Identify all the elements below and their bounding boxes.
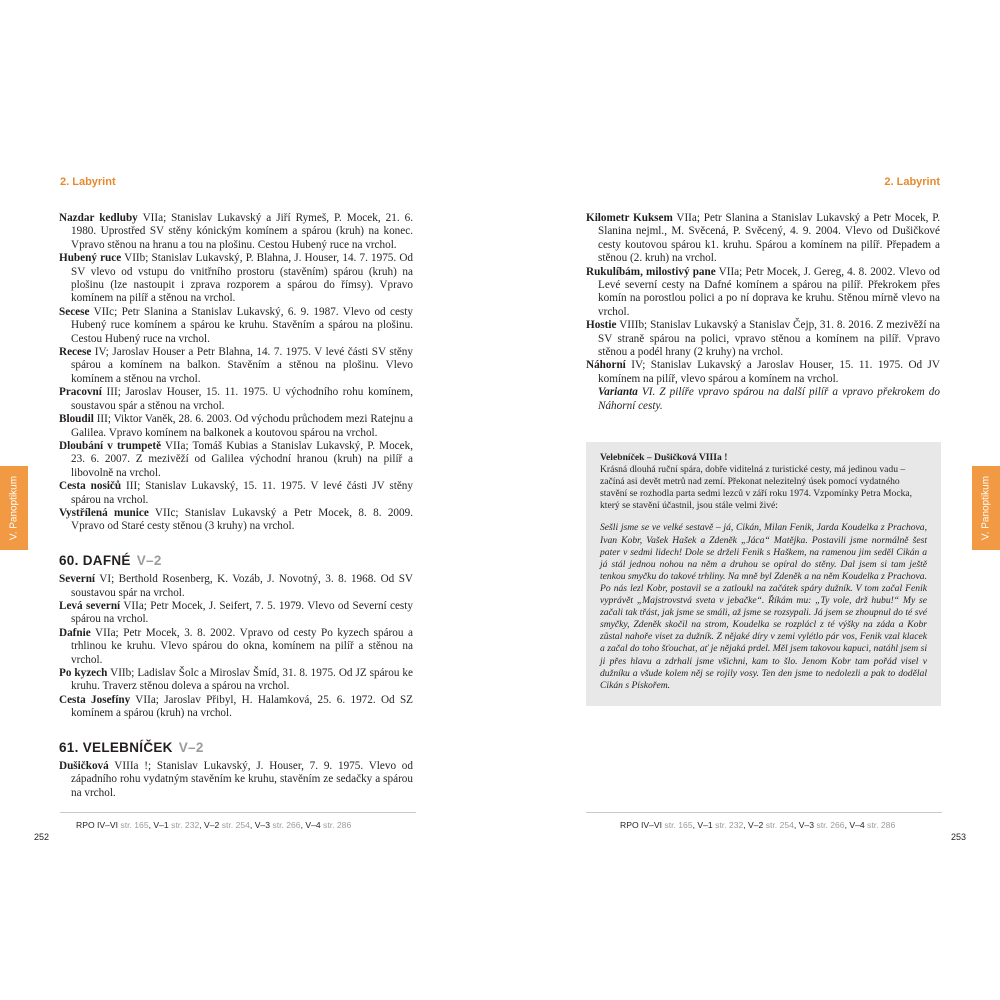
route-text: IV; Jaroslav Houser a Petr Blahna, 14. 7. 1975. V levé části SV stěny spárou a komínem na balkon. Stavěním a stěnou na plošinu. Vlevo komínem a stěnou na vrchol. (71, 346, 413, 385)
page-number: 253 (950, 832, 966, 842)
route-text: VIIIa !; Stanislav Lukavský, J. Houser, 7. 9. 1975. Vlevo od západního rohu vydatným stavěním ke kruhu, stavěním ze sedačky a spárou na vrchol. (71, 760, 413, 799)
chapter-heading: 2. Labyrint (60, 176, 116, 188)
ref-page: str. 266 (272, 820, 301, 830)
route-text: VIIa; Petr Mocek, 3. 8. 2002. Vpravo od cesty Po kyzech spárou a trhlinou ke kruhu. Vlevo spárou do okna, komínem na pilíř a stěnou na vrchol. (71, 626, 413, 666)
ref-page: str. 165 (120, 820, 149, 830)
section-heading-dafne (59, 554, 413, 567)
footer-divider (586, 812, 942, 813)
route-name: Bloudil (59, 413, 94, 426)
ref-page: str. 286 (867, 820, 896, 830)
route-text: VI; Berthold Rosenberg, K. Vozáb, J. Novotný, 3. 8. 1968. Od SV soustavou spár na vrchol. (71, 573, 413, 599)
route-name: Dušičková (59, 760, 109, 773)
section-heading-velebnicek (59, 741, 413, 754)
ref-label: RPO IV–VI (76, 820, 119, 830)
route-text: IV; Stanislav Lukavský a Jaroslav Houser, 15. 11. 1975. Od JV komínem na pilíř, vlevo spárou a komínem na vrchol. (598, 359, 940, 385)
route-name: Secese (59, 305, 90, 318)
route-name: Nazdar kedluby (59, 212, 138, 224)
route-text: III; Viktor Vaněk, 28. 6. 2003. Od východu průchodem mezi Ratejnu a Galilea. Vpravo komínem na balkonek a koutovou spárou na vrchol. (71, 413, 413, 439)
route-name: Hostie (586, 319, 617, 332)
route-text: VIIa; Petr Mocek, J. Gereg, 4. 8. 2002. Vlevo od Levé severní cesty na Dafné komínem a spárou na pilíř. Překrokem přes komín na porostlou polici a po ní doprava ke kruhu. Stěnou mírně vlevo na vrchol. (598, 265, 941, 318)
route-entry (59, 440, 413, 480)
route-text: III; Stanislav Lukavský, 15. 11. 1975. V levé části JV stěny spárou na vrchol. (71, 480, 413, 506)
story-infobox (586, 442, 941, 706)
route-text: VIIa; Stanislav Lukavský a Jiří Rymeš, P. Mocek, 21. 6. 1980. Uprostřed SV stěny kónickým komínem a spárou (kruh) na konec. Vpravo stěnou na hranu a tou na plošinu. Cestou Hubený ruce na vrchol. (71, 212, 413, 251)
route-entry (586, 319, 940, 359)
route-text: VIIa; Petr Mocek, J. Seifert, 7. 5. 1979. Vlevo od Severní cesty spárou na vrchol. (71, 599, 413, 626)
route-entry (59, 212, 413, 252)
route-name: Po kyzech (59, 667, 108, 679)
route-name: Cesta nosičů (59, 480, 122, 493)
route-entry (586, 359, 940, 386)
infobox-story: Sešli jsme se ve velké sestavě – já, Cikán, Milan Fenik, Jarda Koudelka z Prachova, Ivan Kobr, Vašek Hašek a Zdeněk „Jáca“ Matějka. Postavili jsme normálně šest pater v sedmi lidech! Dole se drželi Fenik s Haškem, na ramenou jim seděl Cikán a já stál jednou nohou na něm a druhou se opíral do stěny. Dal jsem si tam ještě tenkou smyčku do takové trhliny. Na mně byl Zdeněk a na něm Koudelka z Prachova. Po nás lezl Kobr, postavil se a zatloukl na začátek spáry dužník. V tom začal Fenik vyprávět „Majstrovstvá sveta v jebačke“. Říkám mu: „Ty vole, drž hubu!“ My se začali tak třást, jak jsme se smáli, až jsme se rozsypali. Já jsem se zhoupnul do té své smyčky, Zdeněk skočil na strom, Koudelka se rozplácl z té výšky na záda a Kobr zůstal nahoře viset za dužník. Z nějaké díry v zemi vylétlo pár vos, Fenik vzal klacek a začal do toho šťouchat, ať je nějaká prdel. Měl jsem takovou kapuci, natáhl jsem si ji přes hlavu a zdrhali jsme všichni, kam to šlo. Jenom Kobr tam pořád visel v dužníku a všude kolem něj se rojily vosy. Ten den jsme to nedolezli a pak to dodělal Cikán s Pískořem. (600, 522, 927, 691)
footer-references: RPO IV–VI str. 165, V–1 str. 232, V–2 str. 254, V–3 str. 266, V–4 str. 286 (76, 820, 352, 830)
ref-label: V–1 (697, 820, 713, 830)
route-entry (59, 480, 413, 507)
route-entry (59, 252, 413, 306)
route-name: Severní (59, 573, 96, 586)
ref-page: str. 266 (816, 820, 845, 830)
route-text: VIIa; Jaroslav Přibyl, H. Halamková, 25. 6. 1972. Od SZ komínem a spárou (kruh) na vrchol. (71, 693, 413, 720)
route-entry (59, 600, 413, 627)
ref-page: str. 232 (171, 820, 200, 830)
route-name: Pracovní (59, 386, 102, 399)
ref-page: str. 165 (664, 820, 693, 830)
route-entry (59, 627, 413, 667)
infobox-intro: Krásná dlouhá ruční spára, dobře viditelná z turistické cesty, má jedinou vadu – začíná asi devět metrů nad zemí. Překonat nelezitelný úsek pomocí vydatného stavění se rozhodla parta sedmi lezců v září roku 1974. Vzpomínky Petra Mocka, který se stavění účastnil, jsou stále velmi živé: (600, 464, 913, 512)
route-name: Levá severní (59, 599, 121, 612)
route-name: Dafnie (59, 626, 91, 639)
route-text: VIIa; Petr Slanina a Stanislav Lukavský a Petr Mocek, P. Slanina nejml., M. Svěcená, P. Svěcený, 4. 9. 2004. Vlevo od Dušičkové cesty koutovou spárou k1. kruhu. Spárou a komínem na pilíř. Přepadem a stěnou (2. kruh) na vrchol. (598, 212, 940, 265)
variant-text: VI. Z pilíře vpravo spárou na další pilíř a vpravo překrokem do Náhorní cesty. (598, 386, 940, 412)
chapter-heading: 2. Labyrint (884, 176, 940, 188)
route-text: VIIc; Stanislav Lukavský a Petr Mocek, 8. 8. 2009. Vpravo od Staré cesty stěnou (3 kruhy) na vrchol. (71, 506, 413, 533)
route-text: VIIb; Stanislav Lukavský, P. Blahna, J. Houser, 14. 7. 1975. Od SV vlevo od vstupu do vnitřního prostoru (stavěním) spárou (kruh) na plošinu (lze nastoupit i zprava rozporem a spárou do římsy). Vpravo komínem na pilíř a stěnou na vrchol. (71, 252, 413, 305)
route-entry (59, 667, 413, 694)
side-tab (0, 466, 28, 550)
route-entry (59, 413, 413, 440)
route-name: Kilometr Kuksem (586, 212, 673, 224)
section-grade: V–2 (136, 552, 162, 568)
route-list (586, 212, 940, 413)
side-tab (972, 466, 1000, 550)
side-tab-label: V. Panoptikum (8, 475, 20, 541)
route-entry (59, 507, 413, 534)
ref-label: V–3 (798, 820, 814, 830)
route-entry (59, 573, 413, 600)
footer-divider (60, 812, 416, 813)
right-page (500, 0, 1000, 1000)
route-entry (59, 346, 413, 386)
route-text: VIIb; Ladislav Šolc a Miroslav Šmíd, 31. 8. 1975. Od JZ spárou ke kruhu. Traverz stěnou doleva a spárou na vrchol. (71, 667, 413, 693)
ref-page: str. 286 (323, 820, 352, 830)
ref-label: V–2 (204, 820, 220, 830)
infobox-title: Velebníček – Dušičková VIIIa ! (600, 452, 728, 463)
route-text: VIIIb; Stanislav Lukavský a Stanislav Čejp, 31. 8. 2016. Z mezivěží na SV straně spárou na polici, vpravo stěnou a komínem na pilíř. Vpravo stěnou a podél hrany (2 kruhy) na vrchol. (598, 319, 940, 359)
ref-label: V–4 (849, 820, 865, 830)
route-name: Recese (59, 346, 92, 359)
route-entry (59, 306, 413, 346)
route-text: VIIc; Petr Slanina a Stanislav Lukavský, 6. 9. 1987. Vlevo od cesty Hubený ruce komínem a spárou ke kruhu. Stavěním a spárou na plošinu. Cestou Hubený ruce na vrchol. (71, 305, 413, 345)
route-entry (586, 266, 940, 320)
route-name: Dloubání v trumpetě (59, 439, 162, 452)
route-name: Hubený ruce (59, 252, 122, 265)
route-entry (586, 212, 940, 266)
route-entry (59, 694, 413, 721)
route-entry (59, 386, 413, 413)
ref-label: V–2 (748, 820, 764, 830)
route-variant (586, 386, 940, 413)
route-text: VIIa; Tomáš Kubias a Stanislav Lukavský, P. Mocek, 23. 6. 2007. Z mezivěží od Galilea východní hranou (kruh) na pilíř a libovolně na vrchol. (71, 439, 413, 479)
ref-page: str. 254 (765, 820, 794, 830)
route-name: Náhorní (586, 359, 626, 372)
route-list (59, 212, 413, 800)
footer-references: RPO IV–VI str. 165, V–1 str. 232, V–2 str. 254, V–3 str. 266, V–4 str. 286 (620, 820, 896, 830)
route-text: III; Jaroslav Houser, 15. 11. 1975. U východního rohu komínem, soustavou spár a stěnou na vrchol. (71, 386, 413, 412)
ref-page: str. 232 (715, 820, 744, 830)
section-title: 61. VELEBNÍČEK (59, 739, 173, 755)
route-entry (59, 760, 413, 800)
route-name: Rukulíbám, milostivý pane (586, 265, 716, 278)
ref-page: str. 254 (221, 820, 250, 830)
ref-label: V–1 (153, 820, 169, 830)
page-number: 252 (34, 832, 50, 842)
ref-label: V–4 (305, 820, 321, 830)
ref-label: RPO IV–VI (620, 820, 663, 830)
section-grade: V–2 (178, 739, 204, 755)
ref-label: V–3 (254, 820, 270, 830)
variant-name: Varianta (598, 386, 638, 399)
route-name: Vystřílená munice (59, 506, 149, 519)
side-tab-label: V. Panoptikum (980, 475, 992, 541)
section-title: 60. DAFNÉ (59, 552, 131, 568)
route-name: Cesta Josefíny (59, 693, 131, 706)
